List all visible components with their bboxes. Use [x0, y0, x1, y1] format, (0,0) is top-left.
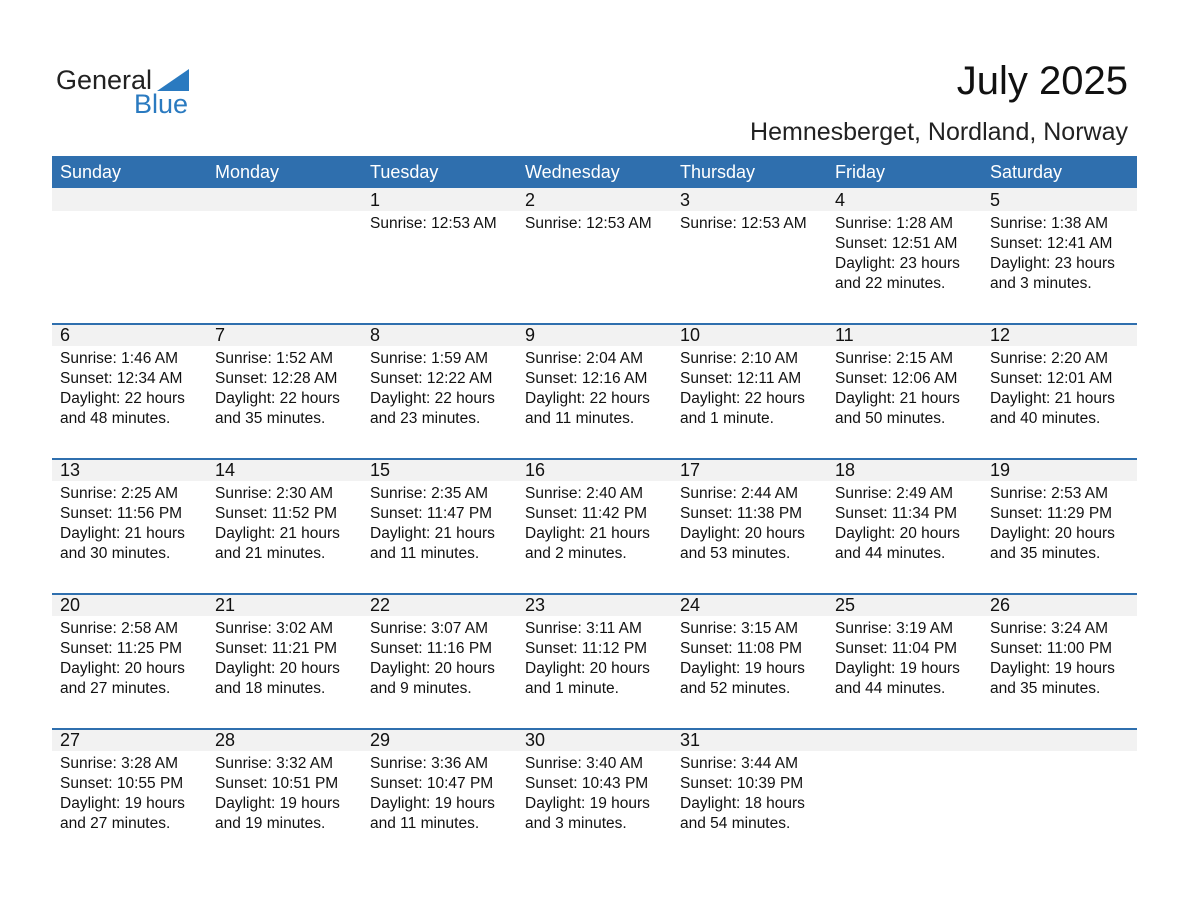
- day-cell: [52, 728, 207, 834]
- sunrise-text: Sunrise: 3:07 AM: [370, 620, 489, 637]
- day-cell: [827, 323, 982, 429]
- sunset-text: Sunset: 12:01 AM: [990, 370, 1113, 387]
- daylight-text: Daylight: 22 hours: [370, 390, 495, 407]
- daylight-text: and 1 minute.: [525, 680, 619, 697]
- day-cell: [982, 593, 1137, 699]
- sunrise-text: Sunrise: 1:38 AM: [990, 215, 1109, 232]
- sunrise-text: Sunrise: 3:11 AM: [525, 620, 642, 637]
- sunset-text: Sunset: 10:55 PM: [60, 775, 184, 792]
- daylight-text: and 19 minutes.: [215, 815, 326, 832]
- sunset-text: Sunset: 11:34 PM: [835, 505, 958, 522]
- day-cell: [672, 728, 827, 834]
- sunrise-text: Sunrise: 2:15 AM: [835, 350, 954, 367]
- sunrise-text: Sunrise: 3:24 AM: [990, 620, 1109, 637]
- sunrise-text: Sunrise: 1:28 AM: [835, 215, 954, 232]
- daylight-text: and 35 minutes.: [990, 545, 1101, 562]
- day-number: 5: [990, 190, 1001, 210]
- day-number: 30: [525, 730, 546, 750]
- day-number: 29: [370, 730, 391, 750]
- day-number: 16: [525, 460, 546, 480]
- sunset-text: Sunset: 11:08 PM: [680, 640, 803, 657]
- day-cell: [207, 728, 362, 834]
- daylight-text: Daylight: 22 hours: [215, 390, 340, 407]
- day-number: 13: [60, 460, 81, 480]
- weekday-sunday: Sunday: [60, 162, 122, 182]
- daylight-text: Daylight: 21 hours: [525, 525, 650, 542]
- logo-blue-text: Blue: [134, 89, 189, 119]
- empty-day-cell: [207, 188, 362, 294]
- daylight-text: and 35 minutes.: [990, 680, 1101, 697]
- day-number: 17: [680, 460, 701, 480]
- daylight-text: and 2 minutes.: [525, 545, 627, 562]
- daylight-text: Daylight: 19 hours: [835, 660, 960, 677]
- day-cell: [982, 458, 1137, 564]
- sunrise-text: Sunrise: 3:32 AM: [215, 755, 334, 772]
- day-number: 6: [60, 325, 71, 345]
- sunrise-text: Sunrise: 3:19 AM: [835, 620, 954, 637]
- logo: [56, 64, 206, 118]
- day-number: 4: [835, 190, 846, 210]
- sunset-text: Sunset: 11:52 PM: [215, 505, 338, 522]
- daylight-text: Daylight: 19 hours: [680, 660, 805, 677]
- sunset-text: Sunset: 11:04 PM: [835, 640, 958, 657]
- sunrise-text: Sunrise: 2:35 AM: [370, 485, 489, 502]
- daylight-text: Daylight: 19 hours: [990, 660, 1115, 677]
- day-number: 1: [370, 190, 381, 210]
- daylight-text: and 18 minutes.: [215, 680, 326, 697]
- daylight-text: and 3 minutes.: [525, 815, 627, 832]
- day-cell: [207, 593, 362, 699]
- day-cell: [982, 323, 1137, 429]
- sunset-text: Sunset: 11:47 PM: [370, 505, 493, 522]
- sunrise-text: Sunrise: 2:20 AM: [990, 350, 1109, 367]
- daylight-text: Daylight: 20 hours: [525, 660, 650, 677]
- day-number: 11: [835, 325, 854, 345]
- sunrise-text: Sunrise: 1:52 AM: [215, 350, 334, 367]
- day-cell: [827, 188, 982, 294]
- sunrise-text: Sunrise: 12:53 AM: [680, 215, 807, 232]
- day-number: 27: [60, 730, 81, 750]
- weekday-header: [52, 156, 1137, 188]
- day-number: 12: [990, 325, 1011, 345]
- daylight-text: Daylight: 21 hours: [990, 390, 1115, 407]
- daylight-text: and 44 minutes.: [835, 680, 946, 697]
- day-cell: [517, 458, 672, 564]
- day-number: 15: [370, 460, 391, 480]
- day-cell: [517, 188, 672, 294]
- daylight-text: Daylight: 22 hours: [60, 390, 185, 407]
- day-number: 26: [990, 595, 1011, 615]
- sunset-text: Sunset: 11:12 PM: [525, 640, 648, 657]
- day-cell: [362, 188, 517, 294]
- week-cells: [52, 458, 1137, 564]
- daylight-text: and 11 minutes.: [370, 545, 480, 562]
- sunrise-text: Sunrise: 2:53 AM: [990, 485, 1109, 502]
- daylight-text: Daylight: 22 hours: [525, 390, 650, 407]
- weekday-thursday: Thursday: [680, 162, 756, 182]
- day-number: 2: [525, 190, 536, 210]
- sunset-text: Sunset: 11:29 PM: [990, 505, 1113, 522]
- sunset-text: Sunset: 12:28 AM: [215, 370, 338, 387]
- sunrise-text: Sunrise: 3:44 AM: [680, 755, 799, 772]
- sunset-text: Sunset: 10:39 PM: [680, 775, 804, 792]
- sunset-text: Sunset: 11:42 PM: [525, 505, 648, 522]
- daylight-text: and 54 minutes.: [680, 815, 791, 832]
- daylight-text: Daylight: 20 hours: [215, 660, 340, 677]
- day-cell: [827, 458, 982, 564]
- day-cell: [362, 728, 517, 834]
- sunset-text: Sunset: 12:34 AM: [60, 370, 183, 387]
- location-subtitle: Hemnesberget, Nordland, Norway: [750, 118, 1128, 146]
- day-cell: [517, 323, 672, 429]
- day-cell: [207, 323, 362, 429]
- day-number: 18: [835, 460, 856, 480]
- sunset-text: Sunset: 10:51 PM: [215, 775, 339, 792]
- daylight-text: and 44 minutes.: [835, 545, 946, 562]
- week-row: [52, 188, 1137, 323]
- sunset-text: Sunset: 12:51 AM: [835, 235, 958, 252]
- daylight-text: and 52 minutes.: [680, 680, 791, 697]
- daylight-text: and 11 minutes.: [525, 410, 635, 427]
- daylight-text: and 9 minutes.: [370, 680, 472, 697]
- daylight-text: and 1 minute.: [680, 410, 774, 427]
- daylight-text: Daylight: 18 hours: [680, 795, 805, 812]
- weekday-monday: Monday: [215, 162, 280, 182]
- day-number: 8: [370, 325, 381, 345]
- weeks-container: [52, 188, 1137, 863]
- sunrise-text: Sunrise: 3:40 AM: [525, 755, 644, 772]
- day-cell: [827, 593, 982, 699]
- week-cells: [52, 593, 1137, 699]
- daylight-text: and 48 minutes.: [60, 410, 171, 427]
- daylight-text: and 11 minutes.: [370, 815, 480, 832]
- daylight-text: Daylight: 19 hours: [370, 795, 495, 812]
- daylight-text: Daylight: 20 hours: [990, 525, 1115, 542]
- empty-day-cell: [982, 728, 1137, 834]
- day-cell: [982, 188, 1137, 294]
- daylight-text: Daylight: 21 hours: [60, 525, 185, 542]
- daylight-text: Daylight: 21 hours: [215, 525, 340, 542]
- sunset-text: Sunset: 12:22 AM: [370, 370, 493, 387]
- daylight-text: Daylight: 19 hours: [60, 795, 185, 812]
- sunset-text: Sunset: 11:38 PM: [680, 505, 803, 522]
- day-number: 21: [215, 595, 236, 615]
- daylight-text: Daylight: 20 hours: [680, 525, 805, 542]
- sunset-text: Sunset: 11:25 PM: [60, 640, 183, 657]
- sunrise-text: Sunrise: 3:02 AM: [215, 620, 334, 637]
- daylight-text: Daylight: 23 hours: [835, 255, 960, 272]
- weekday-tuesday: Tuesday: [370, 162, 439, 182]
- day-cell: [517, 593, 672, 699]
- day-cell: [362, 593, 517, 699]
- sunrise-text: Sunrise: 2:30 AM: [215, 485, 334, 502]
- day-cell: [362, 323, 517, 429]
- day-number: 24: [680, 595, 701, 615]
- sunset-text: Sunset: 11:21 PM: [215, 640, 338, 657]
- sunrise-text: Sunrise: 12:53 AM: [370, 215, 497, 232]
- sunrise-text: Sunrise: 1:46 AM: [60, 350, 179, 367]
- daylight-text: and 27 minutes.: [60, 680, 171, 697]
- empty-day-cell: [827, 728, 982, 834]
- daylight-text: and 50 minutes.: [835, 410, 946, 427]
- day-number: 9: [525, 325, 536, 345]
- sunset-text: Sunset: 11:56 PM: [60, 505, 183, 522]
- week-row: [52, 728, 1137, 863]
- day-number: 23: [525, 595, 546, 615]
- daylight-text: and 27 minutes.: [60, 815, 171, 832]
- daylight-text: Daylight: 19 hours: [525, 795, 650, 812]
- sunrise-text: Sunrise: 2:49 AM: [835, 485, 954, 502]
- daylight-text: Daylight: 23 hours: [990, 255, 1115, 272]
- day-number: 3: [680, 190, 691, 210]
- page-title: July 2025: [956, 59, 1128, 103]
- weekday-saturday: Saturday: [990, 162, 1063, 182]
- day-number: 31: [680, 730, 701, 750]
- daylight-text: and 30 minutes.: [60, 545, 171, 562]
- empty-day-cell: [52, 188, 207, 294]
- day-number: 25: [835, 595, 856, 615]
- week-cells: [52, 323, 1137, 429]
- sunset-text: Sunset: 12:11 AM: [680, 370, 802, 387]
- logo-general-text: General: [56, 65, 153, 95]
- sunrise-text: Sunrise: 3:15 AM: [680, 620, 799, 637]
- week-cells: [52, 728, 1137, 834]
- sunset-text: Sunset: 12:16 AM: [525, 370, 648, 387]
- sunset-text: Sunset: 11:00 PM: [990, 640, 1113, 657]
- day-number: 14: [215, 460, 236, 480]
- day-number: 10: [680, 325, 701, 345]
- day-cell: [362, 458, 517, 564]
- daylight-text: Daylight: 20 hours: [370, 660, 495, 677]
- daylight-text: Daylight: 19 hours: [215, 795, 340, 812]
- day-number: 7: [215, 325, 226, 345]
- sunrise-text: Sunrise: 3:28 AM: [60, 755, 179, 772]
- day-cell: [672, 458, 827, 564]
- day-cell: [52, 593, 207, 699]
- week-row: [52, 593, 1137, 728]
- daylight-text: Daylight: 20 hours: [835, 525, 960, 542]
- day-number: 20: [60, 595, 81, 615]
- daylight-text: and 53 minutes.: [680, 545, 791, 562]
- sunset-text: Sunset: 12:41 AM: [990, 235, 1113, 252]
- sunset-text: Sunset: 10:47 PM: [370, 775, 494, 792]
- sunset-text: Sunset: 12:06 AM: [835, 370, 958, 387]
- daylight-text: and 35 minutes.: [215, 410, 326, 427]
- weekday-friday: Friday: [835, 162, 886, 182]
- daylight-text: Daylight: 20 hours: [60, 660, 185, 677]
- day-cell: [517, 728, 672, 834]
- day-cell: [672, 323, 827, 429]
- daylight-text: and 3 minutes.: [990, 275, 1092, 292]
- daylight-text: and 21 minutes.: [215, 545, 326, 562]
- day-cell: [52, 458, 207, 564]
- week-cells: [52, 188, 1137, 294]
- sunrise-text: Sunrise: 12:53 AM: [525, 215, 652, 232]
- sunrise-text: Sunrise: 1:59 AM: [370, 350, 489, 367]
- day-cell: [52, 323, 207, 429]
- weekday-wednesday: Wednesday: [525, 162, 620, 182]
- week-row: [52, 458, 1137, 593]
- day-cell: [672, 593, 827, 699]
- week-row: [52, 323, 1137, 458]
- calendar-grid: [52, 156, 1137, 863]
- daylight-text: and 22 minutes.: [835, 275, 946, 292]
- day-number: 28: [215, 730, 236, 750]
- sunset-text: Sunset: 10:43 PM: [525, 775, 649, 792]
- day-number: 19: [990, 460, 1011, 480]
- day-cell: [207, 458, 362, 564]
- sunrise-text: Sunrise: 2:04 AM: [525, 350, 644, 367]
- daylight-text: Daylight: 22 hours: [680, 390, 805, 407]
- daylight-text: and 40 minutes.: [990, 410, 1101, 427]
- day-number: 22: [370, 595, 391, 615]
- sunset-text: Sunset: 11:16 PM: [370, 640, 493, 657]
- sunrise-text: Sunrise: 2:10 AM: [680, 350, 799, 367]
- sunrise-text: Sunrise: 2:25 AM: [60, 485, 179, 502]
- daylight-text: and 23 minutes.: [370, 410, 481, 427]
- sunrise-text: Sunrise: 2:58 AM: [60, 620, 179, 637]
- sunrise-text: Sunrise: 2:44 AM: [680, 485, 799, 502]
- day-cell: [672, 188, 827, 294]
- sunrise-text: Sunrise: 3:36 AM: [370, 755, 489, 772]
- sunrise-text: Sunrise: 2:40 AM: [525, 485, 644, 502]
- daylight-text: Daylight: 21 hours: [835, 390, 960, 407]
- daylight-text: Daylight: 21 hours: [370, 525, 495, 542]
